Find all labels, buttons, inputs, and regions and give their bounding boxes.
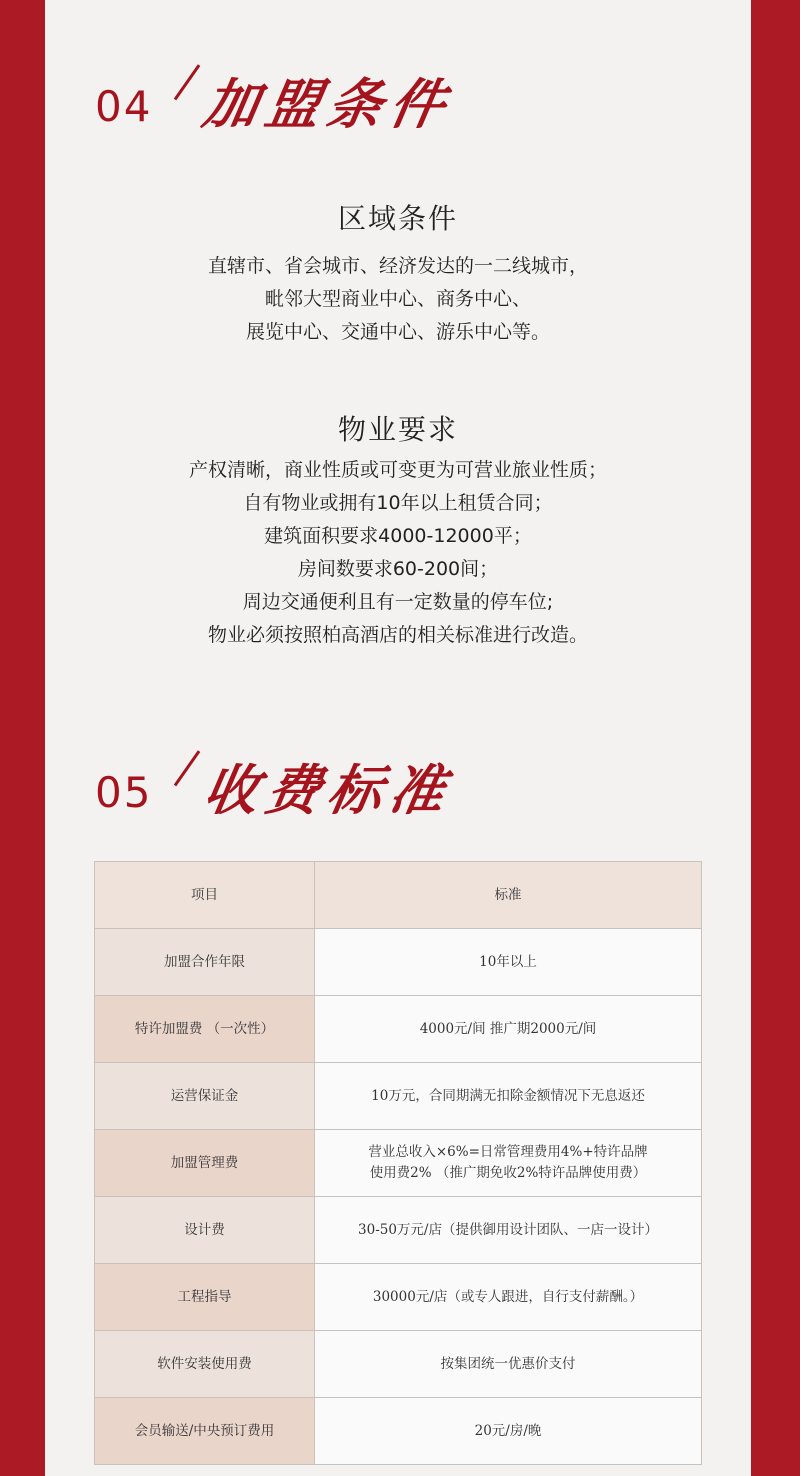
row-standard	[315, 1398, 702, 1465]
property-requirements-heading: 物业要求	[337, 413, 458, 446]
row-standard	[315, 1197, 702, 1264]
row-item: 加盟管理费	[95, 1130, 315, 1197]
row-item: 设计费	[95, 1197, 315, 1264]
section-5-heading: 收费标准	[198, 759, 458, 822]
table-row	[95, 1264, 702, 1331]
row-standard	[315, 1264, 702, 1331]
fee-table	[94, 861, 702, 1465]
row-standard	[315, 929, 702, 996]
table-header-row	[95, 862, 702, 929]
content-panel	[45, 0, 751, 1476]
slash-divider	[174, 750, 201, 786]
table-row	[95, 929, 702, 996]
text-line: 展览中心、交通中心、游乐中心等。	[245, 321, 550, 343]
row-standard	[315, 996, 702, 1063]
cell-line: 10年以上	[479, 953, 537, 970]
text-line: 毗邻大型商业中心、商务中心、	[264, 288, 531, 310]
row-item: 软件安装使用费	[95, 1331, 315, 1398]
section-5-number: 05	[95, 768, 153, 817]
table-row	[95, 1398, 702, 1465]
table-row	[95, 1331, 702, 1398]
cell-line: 30000元/店（或专人跟进，自行支付薪酬。）	[372, 1288, 644, 1305]
table-row	[95, 1063, 702, 1130]
row-item: 会员输送/中央预订费用	[95, 1398, 315, 1465]
row-item: 特许加盟费 （一次性）	[95, 996, 315, 1063]
table-row	[95, 996, 702, 1063]
cell-line: 按集团统一优惠价支付	[440, 1355, 576, 1372]
section-4-heading: 加盟条件	[198, 73, 458, 136]
area-conditions-heading: 区域条件	[337, 202, 458, 235]
row-standard	[315, 1063, 702, 1130]
text-line: 直辖市、省会城市、经济发达的一二线城市，	[207, 255, 588, 277]
area-conditions-text	[45, 250, 751, 349]
row-standard	[315, 1331, 702, 1398]
cell-line: 30-50万元/店（提供御用设计团队、一店一设计）	[358, 1221, 658, 1238]
cell-line: 20元/房/晚	[474, 1422, 542, 1439]
text-line: 建筑面积要求4000-12000平；	[264, 525, 532, 547]
table-row	[95, 1130, 702, 1197]
row-item: 加盟合作年限	[95, 929, 315, 996]
row-item: 工程指导	[95, 1264, 315, 1331]
header-item: 项目	[95, 862, 315, 929]
cell-line: 10万元，合同期满无扣除金额情况下无息返还	[371, 1087, 645, 1104]
section-4-number: 04	[95, 82, 153, 131]
text-line: 自有物业或拥有10年以上租赁合同；	[243, 492, 553, 514]
text-line: 产权清晰，商业性质或可变更为可营业旅业性质；	[188, 459, 607, 481]
text-line: 房间数要求60-200间；	[297, 558, 499, 580]
cell-line: 营业总收入×6%=日常管理费用4%+特许品牌	[368, 1144, 648, 1160]
property-requirements-text	[45, 454, 751, 652]
row-standard	[315, 1130, 702, 1197]
cell-line: 使用费2% （推广期免收2%特许品牌使用费）	[369, 1165, 647, 1181]
row-item: 运营保证金	[95, 1063, 315, 1130]
cell-line: 4000元/间 推广期2000元/间	[419, 1020, 597, 1037]
header-standard: 标准	[315, 862, 702, 929]
text-line: 物业必须按照柏高酒店的相关标准进行改造。	[207, 624, 588, 646]
table-row	[95, 1197, 702, 1264]
text-line: 周边交通便利且有一定数量的停车位;	[242, 591, 554, 613]
slash-divider	[174, 64, 201, 100]
